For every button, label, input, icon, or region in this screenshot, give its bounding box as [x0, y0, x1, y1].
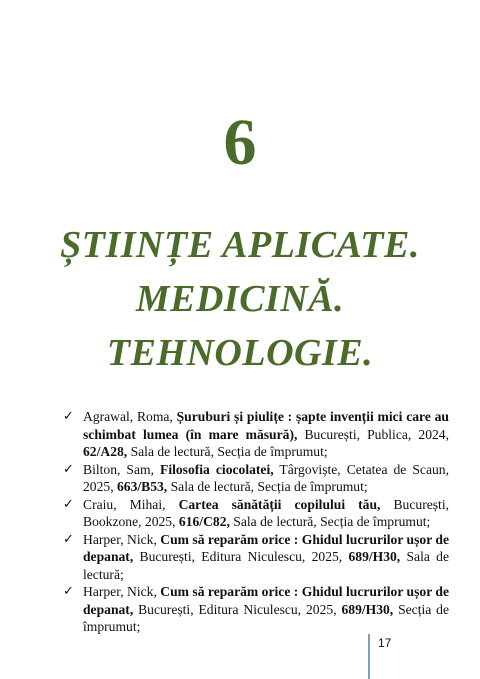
entry-title: Cartea sănătății copilului tău, [178, 496, 381, 512]
chapter-number: 6 [223, 106, 257, 179]
bibliography-entry [63, 531, 449, 584]
footer-rule [368, 634, 370, 679]
entry-author: Craiu, Mihai, [83, 496, 179, 512]
entry-imprint: București, Editura Niculescu, 2025, [133, 601, 342, 617]
entry-imprint: București, Publica, 2024, [297, 426, 449, 442]
checkmark-icon: ✓ [63, 584, 74, 599]
entry-call-number: 689/H30, [348, 549, 401, 564]
checkmark-icon: ✓ [63, 409, 74, 424]
entry-call-number: 616/C82, [178, 514, 230, 529]
entry-call-number: 689/H30, [341, 601, 394, 617]
bibliography-entry [63, 496, 449, 531]
entry-title: Cum să reparăm orice : Ghidul lucrurilor ușor de depanat, [83, 531, 450, 564]
checkmark-icon: ✓ [63, 461, 74, 477]
chapter-title-line: MEDICINĂ. [135, 278, 345, 320]
entry-location: Sala de lectură, Secția de împrumut; [229, 514, 431, 529]
entry-imprint: Târgoviște, Cetatea de Scaun, 2025, [83, 461, 449, 494]
bibliography-entry [63, 583, 449, 636]
entry-imprint: București, Bookzone, 2025, [83, 496, 449, 529]
chapter-title-line: ȘTIINȚE APLICATE. [60, 224, 420, 266]
entry-location: Sala de lectură; [83, 549, 449, 582]
entry-location: Sala de lectură, Secția de împrumut; [167, 479, 368, 494]
chapter-title-line: TEHNOLOGIE. [106, 332, 374, 374]
bibliography-entry [63, 408, 449, 461]
entry-title: Filosofia ciocolatei, [160, 461, 274, 477]
entry-call-number: 62/A28, [83, 444, 128, 459]
entry-title: Cum să reparăm orice : Ghidul lucrurilor ușor de depanat, [83, 584, 450, 617]
bibliography-entry [63, 461, 449, 496]
entry-author: Harper, Nick, [83, 531, 161, 547]
entry-author: Bilton, Sam, [83, 461, 161, 477]
checkmark-icon: ✓ [63, 496, 74, 512]
entry-imprint: București, Editura Niculescu, 2025, [133, 549, 349, 564]
entry-call-number: 663/B53, [116, 479, 168, 494]
entry-author: Agrawal, Roma, [83, 409, 177, 424]
chapter-title [0, 218, 480, 380]
entry-author: Harper, Nick, [83, 584, 161, 599]
page-number: 17 [378, 636, 392, 650]
entry-location: Sala de lectură, Secția de împrumut; [127, 444, 328, 459]
entry-location: Secția de împrumut; [83, 601, 450, 634]
checkmark-icon: ✓ [63, 531, 74, 547]
bibliography-list [63, 408, 449, 636]
entry-title: Șuruburi și piulițe : șapte invenții mici care au schimbat lumea (în mare măsură), [83, 409, 449, 442]
